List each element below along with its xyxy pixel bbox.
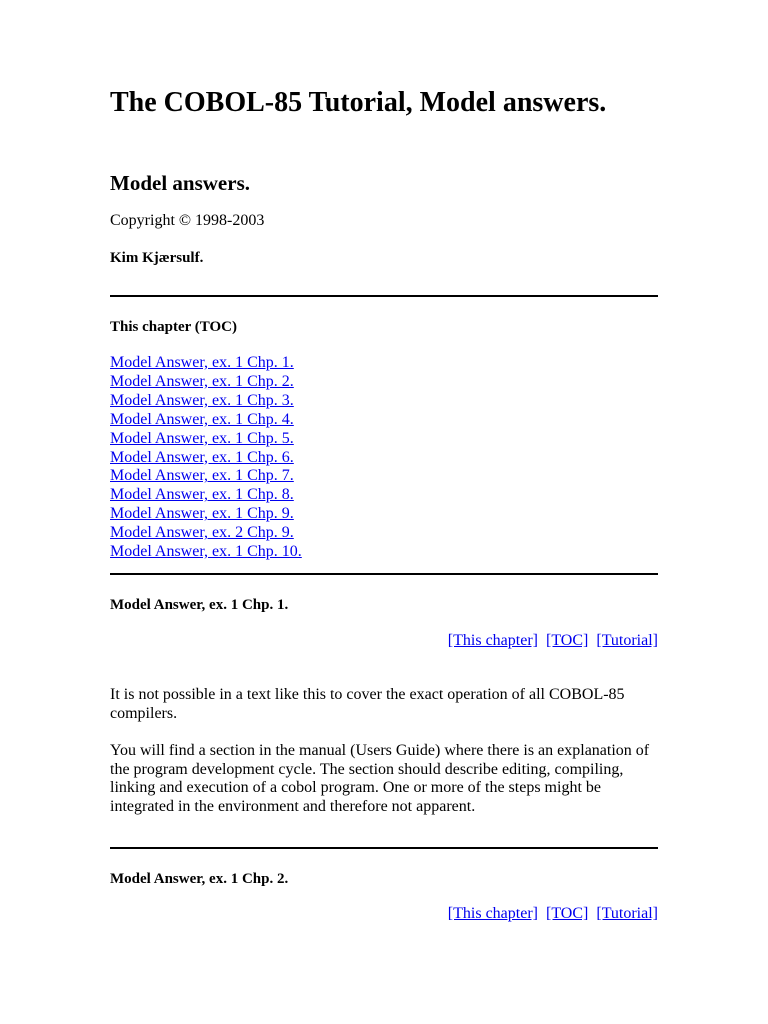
toc-link-ex2-chp9[interactable]: Model Answer, ex. 2 Chp. 9. [110, 524, 294, 542]
body-paragraph: It is not possible in a text like this to cover the exact operation of all COBOL-85 compilers. [110, 686, 625, 722]
toc-item [110, 449, 302, 468]
toc-item [110, 373, 302, 392]
toc-link-ex1-chp1[interactable]: Model Answer, ex. 1 Chp. 1. [110, 354, 294, 371]
this-chapter-link[interactable]: [This chapter] [447, 632, 538, 649]
tutorial-link[interactable]: [Tutorial] [596, 905, 658, 922]
toc-item [110, 505, 302, 524]
section-nav-links [448, 631, 658, 651]
horizontal-rule [110, 295, 658, 297]
page-title: The COBOL-85 Tutorial, Model answers. [110, 87, 607, 118]
toc-item [110, 430, 302, 449]
toc-link-ex1-chp7[interactable]: Model Answer, ex. 1 Chp. 7. [110, 467, 294, 485]
horizontal-rule [110, 847, 658, 849]
toc-item [110, 467, 302, 486]
copyright-notice: Copyright © 1998-2003 [110, 212, 265, 229]
page-subtitle: Model answers. [110, 171, 250, 195]
section-nav-links [448, 904, 658, 924]
section-heading-ex1-chp1: Model Answer, ex. 1 Chp. 1. [110, 597, 289, 613]
author-name: Kim Kjærsulf. [110, 250, 204, 266]
toc-link-ex1-chp5[interactable]: Model Answer, ex. 1 Chp. 5. [110, 429, 294, 447]
toc-link-ex1-chp6[interactable]: Model Answer, ex. 1 Chp. 6. [110, 448, 294, 466]
toc-link-ex1-chp3[interactable]: Model Answer, ex. 1 Chp. 3. [110, 391, 294, 409]
toc-link-ex1-chp9[interactable]: Model Answer, ex. 1 Chp. 9. [110, 505, 294, 523]
body-paragraph: You will find a section in the manual (Users Guide) where there is an explanation of the program development cycle. The section should describe editing, compiling, linking and execution of a cobol program. One or more of the steps might be integrated in the environment and therefore not apparent. [110, 742, 650, 816]
toc-item [110, 543, 302, 562]
toc-item [110, 486, 302, 505]
toc-link-ex1-chp4[interactable]: Model Answer, ex. 1 Chp. 4. [110, 410, 294, 428]
horizontal-rule [110, 573, 658, 575]
toc-link[interactable]: [TOC] [545, 632, 589, 649]
toc-list [110, 354, 302, 562]
toc-link-ex1-chp8[interactable]: Model Answer, ex. 1 Chp. 8. [110, 486, 294, 504]
toc-link-ex1-chp10[interactable]: Model Answer, ex. 1 Chp. 10. [110, 543, 302, 561]
toc-heading: This chapter (TOC) [110, 319, 237, 335]
this-chapter-link[interactable]: [This chapter] [447, 905, 538, 922]
tutorial-link[interactable]: [Tutorial] [596, 632, 658, 649]
toc-link[interactable]: [TOC] [545, 905, 589, 922]
toc-item [110, 354, 302, 373]
toc-item [110, 392, 302, 411]
section-heading-ex1-chp2: Model Answer, ex. 1 Chp. 2. [110, 871, 289, 887]
toc-link-ex1-chp2[interactable]: Model Answer, ex. 1 Chp. 2. [110, 372, 294, 390]
toc-item [110, 524, 302, 543]
toc-item [110, 411, 302, 430]
